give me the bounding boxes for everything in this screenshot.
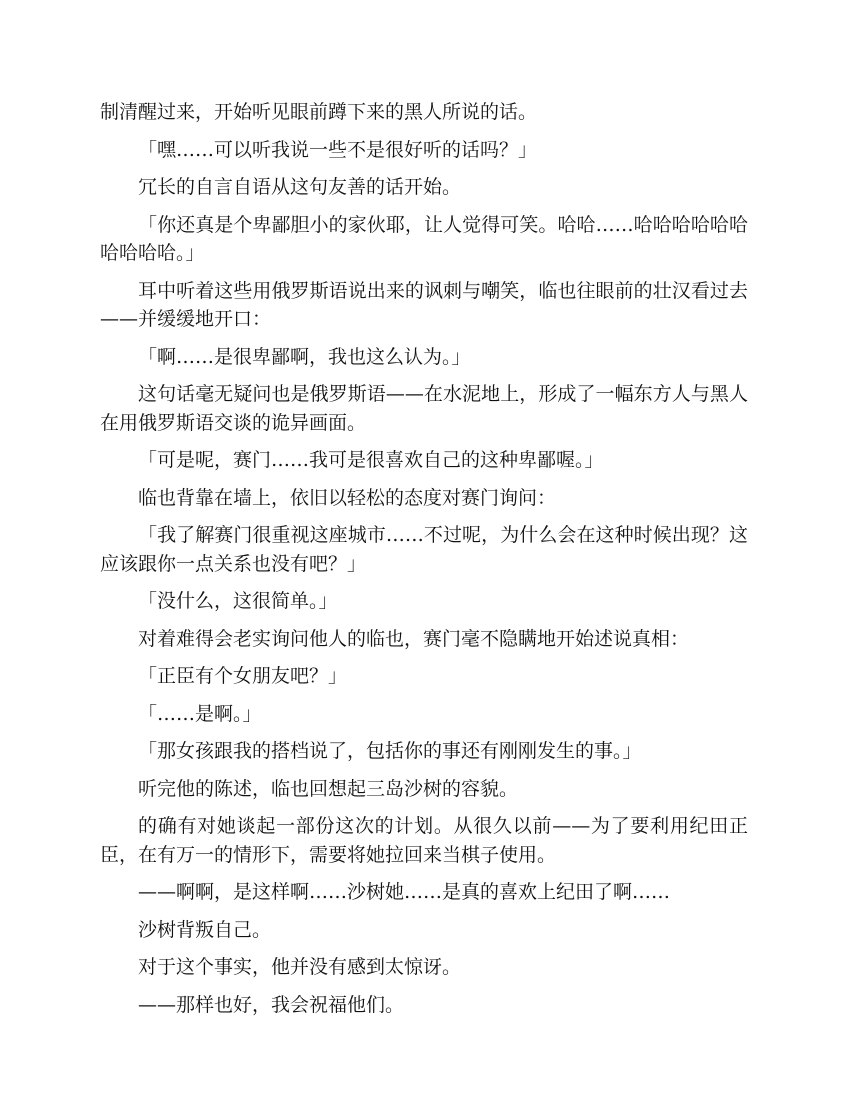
paragraph: 听完他的陈述，临也回想起三岛沙树的容貌。 (138, 777, 519, 800)
paragraph: 沙树背叛自己。 (138, 918, 272, 941)
paragraph: 「可是呢，赛门……我可是很喜欢自己的这种卑鄙喔。」 (138, 449, 604, 471)
paragraph: 「没什么，这很简单。」 (138, 590, 338, 612)
paragraph: 耳中听着这些用俄罗斯语说出来的讽刺与嘲笑，临也往眼前的壮汉看过去——并缓缓地开口： (100, 279, 748, 330)
paragraph: 「你还真是个卑鄙胆小的家伙耶，让人觉得可笑。哈哈……哈哈哈哈哈哈哈哈哈哈。」 (100, 213, 748, 264)
paragraph: ——啊啊，是这样啊……沙树她……是真的喜欢上纪田了啊…… (138, 881, 671, 903)
paragraph: 「嘿……可以听我说一些不是很好听的话吗？」 (138, 138, 538, 161)
paragraph: 制清醒过来，开始听见眼前蹲下来的黑人所说的话。 (100, 101, 538, 123)
paragraph: 「正臣有个女朋友吧？」 (138, 665, 348, 687)
paragraph: 「……是啊。」 (138, 702, 262, 725)
paragraph: ——那样也好，我会祝福他们。 (138, 993, 405, 1016)
paragraph: 冗长的自言自语从这句友善的话开始。 (138, 176, 462, 198)
paragraph: 对于这个事实，他并没有感到太惊讶。 (138, 956, 462, 978)
paragraph: 的确有对她谈起一部份这次的计划。从很久以前——为了要利用纪田正臣，在有万一的情形下，需要将她拉回来当棋子使用。 (100, 815, 748, 866)
body-text (100, 98, 748, 1028)
paragraph: 这句话毫无疑问也是俄罗斯语——在水泥地上，形成了一幅东方人与黑人在用俄罗斯语交谈的诡异画面。 (100, 383, 748, 434)
paragraph: 临也背靠在墙上，依旧以轻松的态度对赛门询问： (138, 486, 557, 509)
paragraph: 「那女孩跟我的搭档说了，包括你的事还有刚刚发生的事。」 (138, 740, 642, 762)
paragraph: 对着难得会老实询问他人的临也，赛门毫不隐瞒地开始述说真相： (138, 627, 690, 650)
paragraph: 「我了解赛门很重视这座城市……不过呢，为什么会在这种时候出现？这应该跟你一点关系也没有吧？」 (100, 524, 748, 575)
paragraph: 「啊……是很卑鄙啊，我也这么认为。」 (138, 345, 471, 368)
